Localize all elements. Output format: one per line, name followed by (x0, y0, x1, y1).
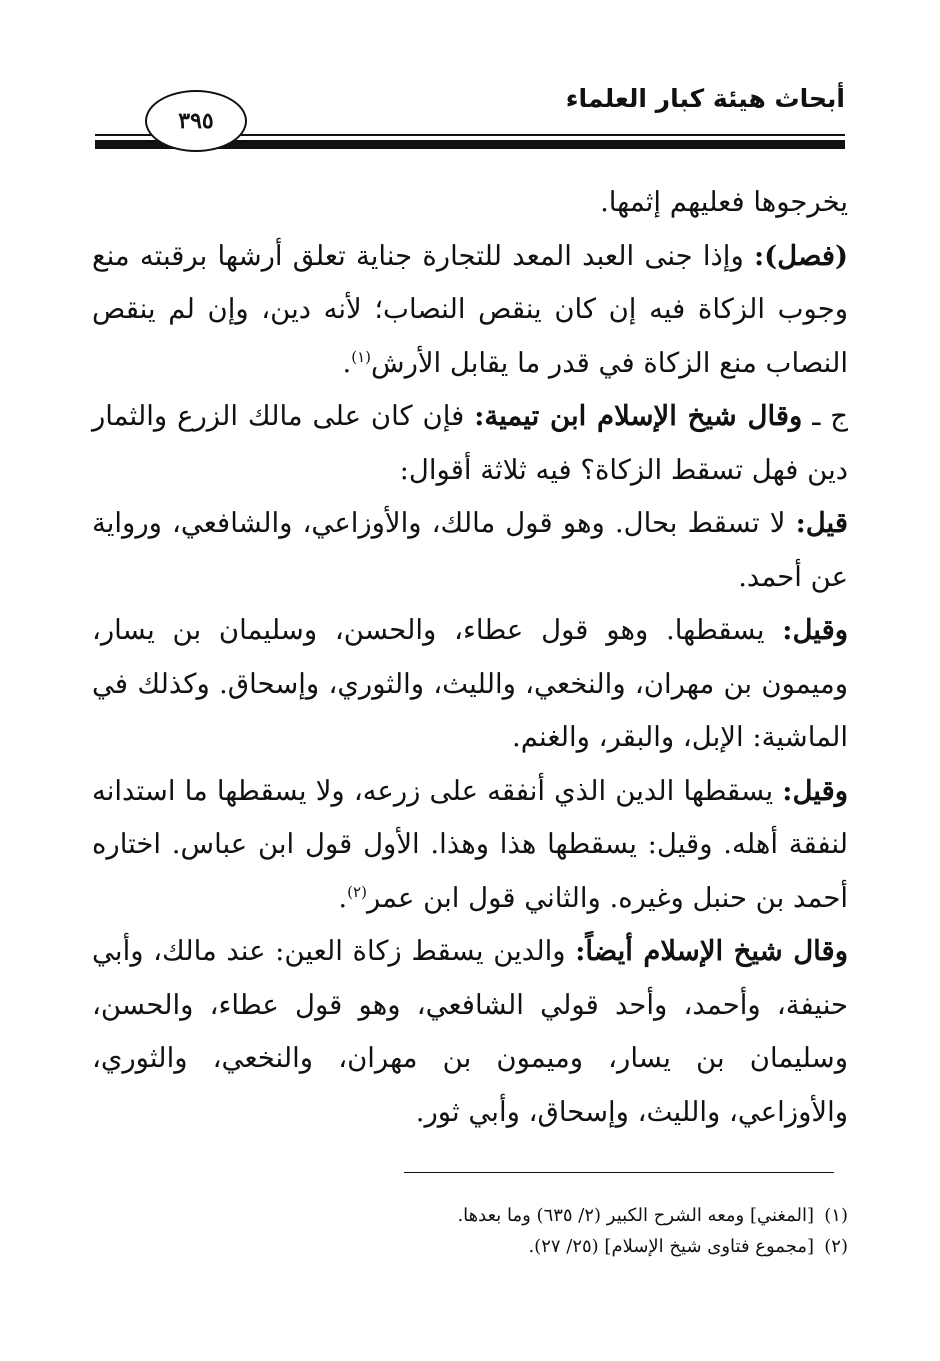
paragraph-text: فإن كان على مالك الزرع والثمار دين فهل تسقط الزكاة؟ فيه ثلاثة أقوال: (92, 400, 848, 486)
paragraph-5 (92, 604, 848, 765)
footnote-1 (200, 1200, 848, 1231)
paragraph-7 (92, 925, 848, 1139)
paragraph-text: يسقطها. وهو قول عطاء، والحسن، وسليمان بن يسار، وميمون بن مهران، والنخعي، والليث، والثوري، وإسحاق. وكذلك في الماشية: الإبل، والبقر، والغنم. (92, 614, 848, 753)
footnote-separator (404, 1172, 834, 1173)
paragraph-2 (92, 230, 848, 391)
paragraph-3 (92, 390, 848, 497)
paragraph-end: . (338, 881, 348, 914)
paragraph-4 (92, 497, 848, 604)
footnote-2 (200, 1231, 848, 1262)
footnotes (200, 1200, 848, 1262)
footnote-ref-2[interactable]: (٢) (347, 882, 367, 901)
paragraph-text: والدين يسقط زكاة العين: عند مالك، وأبي حنيفة، وأحمد، وأحد قولي الشافعي، وهو قول عطاء، والحسن، وسليمان بن يسار، وميمون بن مهران، والنخعي، والثوري، والأوزاعي، والليث، وإسحاق، وأبي ثور. (92, 935, 848, 1128)
running-header-title: أبحاث هيئة كبار العلماء (565, 84, 845, 113)
paragraph-label: وقال شيخ الإسلام أيضاً: (575, 935, 848, 967)
footnote-number: (١) (824, 1205, 848, 1226)
paragraph-label: (فصل): (754, 239, 848, 272)
paragraph-label: وقيل: (782, 614, 848, 646)
footnote-text: [المغني] ومعه الشرح الكبير (٢/ ٦٣٥) وما بعدها. (457, 1205, 814, 1226)
paragraph-end: . (342, 346, 352, 379)
paragraph-prefix: ج ـ (802, 400, 848, 432)
page-number-oval (145, 90, 247, 152)
footnote-ref-1[interactable]: (١) (351, 347, 371, 366)
main-text (92, 176, 848, 1139)
paragraph-text: لا تسقط بحال. وهو قول مالك، والأوزاعي، والشافعي، ورواية عن أحمد. (92, 507, 848, 593)
paragraph-text: يسقطها الدين الذي أنفقه على زرعه، ولا يسقطها ما استدانه لنفقة أهله. وقيل: يسقطها هذا وهذا. الأول قول ابن عباس. اختاره أحمد بن حنبل وغيره. والثاني قول ابن عمر (92, 774, 848, 914)
paragraph-text: وإذا جنى العبد المعد للتجارة جناية تعلق أرشها برقبته منع وجوب الزكاة فيه إن كان ينقص النصاب؛ لأنه دين، وإن لم ينقص النصاب منع الزكاة في قدر ما يقابل الأرش (92, 239, 848, 379)
page-number: ٣٩٥ (178, 108, 214, 134)
paragraph-label: وقال شيخ الإسلام ابن تيمية: (474, 400, 803, 432)
paragraph-1 (92, 176, 848, 230)
paragraph-6 (92, 765, 848, 926)
paragraph-text: يخرجوها فعليهم إثمها. (600, 186, 848, 218)
footnote-number: (٢) (824, 1236, 848, 1257)
footnote-text: [مجموع فتاوى شيخ الإسلام] (٢٥/ ٢٧). (528, 1236, 814, 1257)
paragraph-label: وقيل: (782, 774, 848, 807)
paragraph-label: قيل: (795, 507, 848, 539)
